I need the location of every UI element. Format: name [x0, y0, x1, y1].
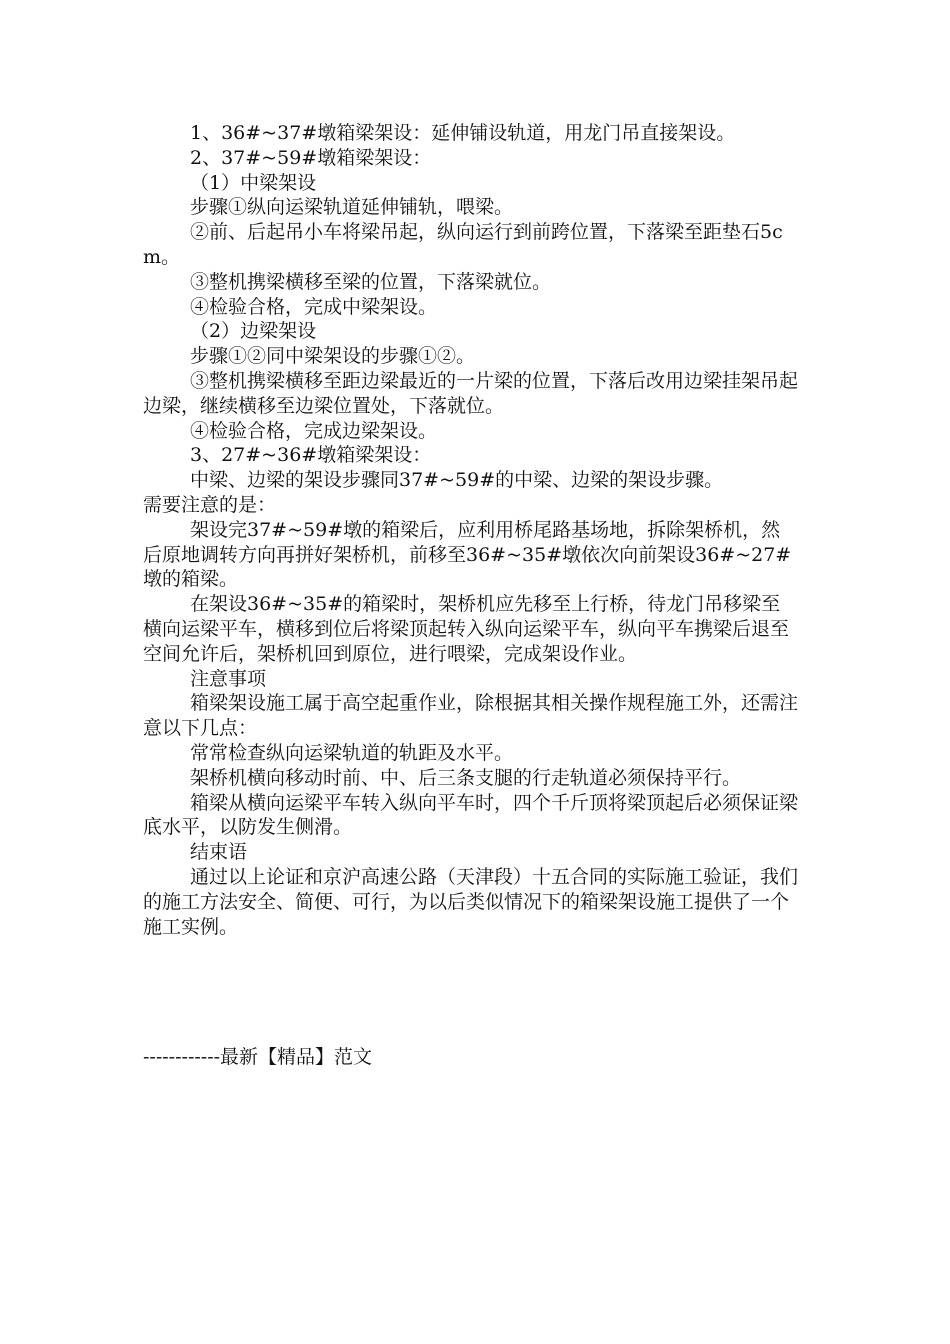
paragraph-precaution-2: 架桥机横向移动时前、中、后三条支腿的行走轨道必须保持平行。 — [190, 766, 742, 789]
paragraph-2: 2、37#~59#墩箱梁架设： — [190, 146, 432, 169]
section-heading-precautions: 注意事项 — [190, 667, 267, 690]
paragraph-precaution-1: 常常检查纵向运梁轨道的轨距及水平。 — [190, 741, 514, 764]
paragraph-edge-step-3: ③整机携梁横移至距边梁最近的一片梁的位置，下落后改用边梁挂架吊起边梁，继续横移至边梁位置处，下落就位。 — [143, 369, 799, 417]
paragraph-step-1: 步骤①纵向运梁轨道延伸铺轨，喂梁。 — [190, 196, 514, 219]
paragraph-steps-same: 中梁、边梁的架设步骤同37#~59#的中梁、边梁的架设步骤。 — [190, 469, 724, 492]
paragraph-precautions-intro: 箱梁架设施工属于高空起重作业，除根据其相关操作规程施工外，还需注意以下几点： — [143, 692, 799, 740]
section-heading-middle-beam: （1）中梁架设 — [190, 171, 317, 194]
paragraph-precaution-3: 箱梁从横向运梁平车转入纵向平车时，四个千斤顶将梁顶起后必须保证梁底水平，以防发生侧滑。 — [143, 791, 799, 839]
paragraph-3: 3、27#~36#墩箱梁架设： — [190, 444, 432, 467]
section-heading-edge-beam: （2）边梁架设 — [190, 320, 317, 343]
document-body — [143, 121, 799, 939]
section-heading-conclusion: 结束语 — [190, 841, 248, 864]
paragraph-step-2: ②前、后起吊小车将梁吊起，纵向运行到前跨位置，下落梁至距垫石5cm。 — [143, 221, 783, 268]
paragraph-edge-step-1: 步骤①②同中梁架设的步骤①②。 — [190, 345, 476, 368]
paragraph-step-3: ③整机携梁横移至梁的位置，下落梁就位。 — [190, 270, 552, 293]
paragraph-erection-after: 架设完37#~59#墩的箱梁后，应利用桥尾路基场地，拆除架桥机，然后原地调转方向再拼好架桥机，前移至36#~35#墩依次向前架设36#~27#墩的箱梁。 — [143, 518, 792, 591]
paragraph-edge-step-4: ④检验合格，完成边梁架设。 — [190, 419, 438, 442]
footer-text: ------------最新【精品】范文 — [143, 1046, 373, 1068]
paragraph-conclusion: 通过以上论证和京沪高速公路（天津段）十五合同的实际施工验证，我们的施工方法安全、简便、可行，为以后类似情况下的箱梁架设施工提供了一个施工实例。 — [143, 865, 799, 938]
paragraph-step-4: ④检验合格，完成中梁架设。 — [190, 295, 438, 318]
paragraph-1: 1、36#~37#墩箱梁架设：延伸铺设轨道，用龙门吊直接架设。 — [190, 122, 736, 144]
paragraph-erection-36-35: 在架设36#~35#的箱梁时，架桥机应先移至上行桥，待龙门吊移梁至横向运梁平车，横移到位后将梁顶起转入纵向运梁平车，纵向平车携梁后退至空间允许后，架桥机回到原位，进行喂梁，完成架设作业。 — [143, 593, 790, 665]
paragraph-note-intro: 需要注意的是： — [143, 493, 277, 516]
